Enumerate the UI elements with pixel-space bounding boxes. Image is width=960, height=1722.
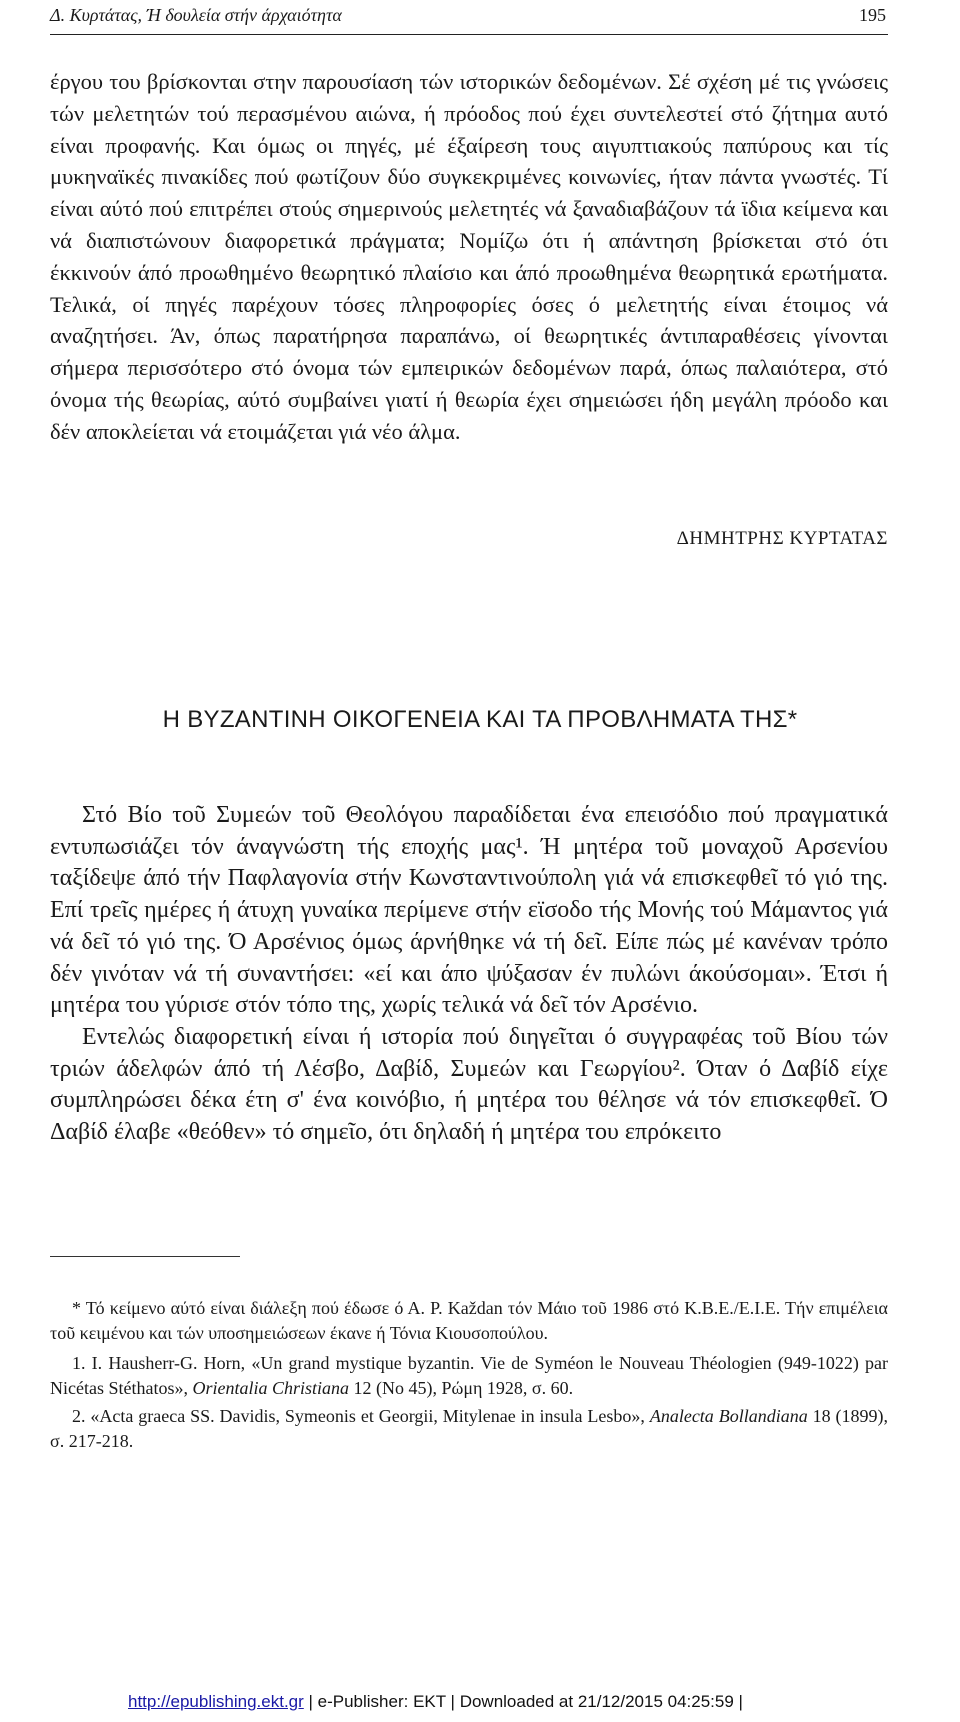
- footnote-1-journal: Orientalia Christiana: [192, 1377, 349, 1398]
- publisher-link[interactable]: http://epublishing.ekt.gr: [128, 1692, 304, 1711]
- footnote-1-tail: 12 (No 45), Ρώμη 1928, σ. 60.: [349, 1377, 574, 1398]
- download-info: | e-Publisher: EKT | Downloaded at 21/12/2015 04:25:59 |: [303, 1692, 743, 1711]
- article-title: Η ΒΥΖΑΝΤΙΝΗ ΟΙΚΟΓΕΝΕΙΑ ΚΑΙ ΤΑ ΠΡΟΒΛΗΜΑΤΑ ΤΗΣ*: [162, 706, 798, 733]
- page-number: 195: [859, 5, 886, 25]
- author-signature: ΔΗΜΗΤΡΗΣ ΚΥΡΤΑΤΑΣ: [676, 528, 888, 549]
- article-body: [50, 800, 888, 1149]
- download-bar: [128, 1692, 743, 1712]
- footnote-star: * Τό κείμενο αύτό είναι διάλεξη πού έδωσε ό Α. Ρ. Každan τόν Μάιο τοῦ 1986 στό Κ.Β.Ε./Ε.Ι.Ε. Τήν επιμέλεια τοῦ κειμένου και τών υποσημειώσεων έκανε ή Τόνια Κιουσοπούλου.: [50, 1298, 888, 1343]
- footnotes: [50, 1296, 888, 1457]
- footnote-1: [50, 1351, 888, 1400]
- footnote-2-text: 2. «Acta graeca SS. Davidis, Symeonis et Georgii, Mitylenae in insula Lesbo»,: [72, 1406, 650, 1426]
- running-head-title: Δ. Κυρτάτας, Ή δουλεία στήν άρχαιότητα: [50, 5, 342, 25]
- continued-paragraph: έργου του βρίσκονται στην παρουσίαση τών ιστορικών δεδομένων. Σέ σχέση μέ τις γνώσεις τών μελετητών τού περασμένου αιώνα, ή πρόοδος πού έχει συντελεστεί στό ζήτημα αυτό είναι προφανής. Και όμως οι πηγές, μέ έξαίρεση τους αιγυπτιακούς παπύρους και τίς μυκηναϊκές πινακίδες πού φωτίζουν δύο συγκεκριμένες κοινωνίες, ήταν πάντα γνωστές. Τί είναι αύτό πού επιτρέπει στούς σημερινούς μελετητές νά ξαναδιαβάζουν τά ϊδια κείμενα και νά διαπιστώνουν διαφορετικά πράγματα; Νομίζω ότι ή απάντηση βρίσκεται στό ότι έκκινούν άπό προωθημένο θεωρητικό πλαίσιο και άπό προωθημένα θεωρητικά ερωτήματα. Τελικά, οί πηγές παρέχουν τόσες πληροφορίες όσες ό μελετητής είναι έτοιμος νά αναζητήσει. Άν, όπως παρατήρησα παραπάνω, οί θεωρητικές άντιπαραθέσεις γίνονται σήμερα περισσότερο στό όνομα τών εμπειρικών δεδομένων παρά, όπως παλαιότερα, στό όνομα τής θεωρίας, αύτό συμβαίνει γιατί ή θεωρία έχει σημειώσει ήδη μεγάλη πρόοδο και δέν αποκλείεται νά ετοιμάζεται γιά νέο άλμα.: [50, 69, 888, 444]
- footnote-rule: [50, 1256, 240, 1257]
- article-paragraph-1: Στό Βίο τοῦ Συμεών τοῦ Θεολόγου παραδίδεται ένα επεισόδιο πού πραγματικά εντυπωσιάζει τόν άναγνώστη τής εποχής μας¹. Ή μητέρα τοῦ μοναχοῦ Αρσενίου ταξίδεψε άπό τήν Παφλαγονία στήν Κωνσταντινούπολη γιά νά επισκεφθεῖ τό γιό της. Επί τρεῖς ημέρες ή άτυχη γυναίκα περίμενε στήν εϊσοδο τής Μονής τού Μάμαντος γιά νά δεῖ τό γιό της. Ό Αρσένιος όμως άρνήθηκε νά τή δεῖ. Είπε πώς μέ κανέναν τρόπο δέν γινόταν νά τή συναντήσει: «εί και άπο ψύξασαν έν πυλώνι άκούσομαι». Έτσι ή μητέρα του γύρισε στόν τόπο της, χωρίς τελικά νά δεῖ τόν Αρσένιο.: [50, 802, 888, 1019]
- header-rule: [50, 34, 888, 35]
- running-head: [50, 5, 886, 31]
- footnote-1-text: 1. I. Hausherr-G. Horn, «Un grand mystique byzantin. Vie de Syméon le Nouveau Théologien (949-1022) par Nicétas Stéthatos»,: [50, 1353, 888, 1398]
- footnote-2-journal: Analecta Bollandiana: [649, 1406, 808, 1426]
- footnote-2: [50, 1404, 888, 1453]
- article-paragraph-2: Εντελώς διαφορετική είναι ή ιστορία πού διηγεῖται ό συγγραφέας τοῦ Βίου τών τριών άδελφών άπό τή Λέσβο, Δαβίδ, Συμεών και Γεωργίου². Όταν ό Δαβίδ είχε συμπληρώσει δέκα έτη σ' ένα κοινόβιο, ή μητέρα του θέλησε νά τόν επισκεφθεῖ. Ό Δαβίδ έλαβε «θεόθεν» τό σημεῖο, ότι δηλαδή ή μητέρα του επρόκειτο: [50, 1023, 888, 1146]
- footnote-2-tail: 18 (1899), σ. 217-218.: [50, 1406, 888, 1451]
- continued-section: [50, 66, 888, 448]
